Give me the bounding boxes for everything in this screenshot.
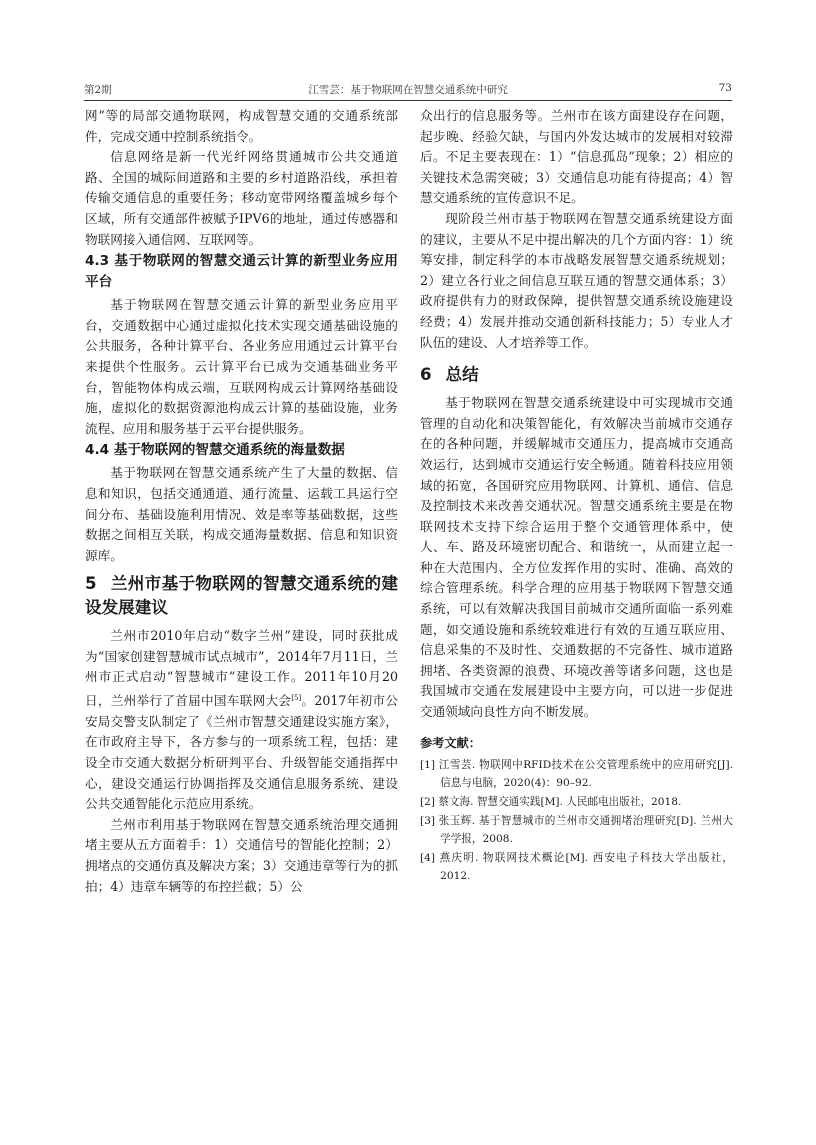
section-heading-4-4: 4.4 基于物联网的智慧交通系统的海量数据	[85, 442, 345, 459]
citation-marker: [5]	[291, 694, 302, 703]
left-column	[85, 106, 398, 897]
reference-item: [2] 蔡文海. 智慧交通实践[M]. 人民邮电出版社，2018.	[420, 796, 682, 809]
section-heading-6	[420, 363, 733, 387]
paragraph: 信息网络是新一代光纤网络贯通城市公共交通道路、全国的城际间道路和主要的乡村道路沿线，承担着传输交通信息的重要任务；移动宽带网络覆盖城乡每个区域，所有交通部件被赋予IPV6的地址，通过传感器和物联网接入通信网、互联网等。	[85, 149, 398, 247]
paragraph-text: 。2017年初市公安局交警支队制定了《兰州市智慧交通建设实施方案》，在市政府主导下，各方参与的一项系统工程，包括：建设全市交通大数据分析研判平台、升级智能交通指挥中心，建设交通运行协调指挥及交通信息服务系统、建设公共交通智能化示范应用系统。	[85, 693, 398, 812]
paragraph: 基于物联网在智慧交通系统产生了大量的数据、信息和知识，包括交通通道、通行流量、运载工具运行空间分布、基础设施利用情况、效是率等基础数据，这些数据之间相互关联，构成交通海量数据、信息和知识资源库。	[85, 465, 398, 563]
running-header	[84, 82, 732, 100]
paragraph-text: 兰州市2010年启动“数字兰州”建设，同时获批成为“国家创建智慧城市试点城市”，2014年7月11日，兰州市正式启动“智慧城市”建设工作。2011年10月20日，兰州举行了首届中国车联网大会	[85, 628, 398, 709]
paragraph: 兰州市利用基于物联网在智慧交通系统治理交通拥堵主要从五方面着手：1）交通信号的智能化控制；2）拥堵点的交通仿真及解决方案；3）交通违章等行为的抓拍；4）违章车辆等的布控拦截；5）公	[85, 816, 398, 894]
reference-item: [3] 张玉辉. 基于智慧城市的兰州市交通拥堵治理研究[D]. 兰州大学学报，2008.	[420, 815, 733, 845]
references-title: 参考文献：	[420, 735, 481, 750]
section-title: 总结	[445, 365, 479, 385]
paragraph: 众出行的信息服务等。兰州市在该方面建设存在问题，起步晚、经验欠缺，与国内外发达城市的发展相对较滞后。不足主要表现在：1）“信息孤岛”现象；2）相应的关键技术急需突破；3）交通信息功能有待提高；4）智慧交通系统的宣传意识不足。	[420, 108, 733, 206]
section-number: 6	[420, 365, 432, 385]
right-column	[420, 106, 733, 887]
header-rule	[84, 100, 732, 101]
paragraph: 基于物联网在智慧交通系统建设中可实现城市交通管理的自动化和决策智能化，有效解决当前城市交通存在的各种问题，并缓解城市交通压力，提高城市交通高效运行，达到城市交通运行安全畅通。随着科技应用领域的拓宽，各国研究应用物联网、计算机、通信、信息及控制技术来改善交通状况。智慧交通系统主要是在物联网技术支持下综合运用于整个交通管理体系中，使人、车、路及环境密切配合、和谐统一，从而建立起一种在大范围内、全方位发挥作用的实时、准确、高效的综合管理系统。科学合理的应用基于物联网下智慧交通系统，可以有效解决我国目前城市交通所面临一系列难题，如交通设施和系统较难进行有效的互通互联应用、信息采集的不及时性、交通数据的不完备性、城市道路拥堵、各类资源的浪费、环境改善等诸多问题，这也是我国城市交通在发展建设中主要方向，可以进一步促进交通领域向良性方向不断发展。	[420, 395, 733, 720]
paragraph: 网”等的局部交通物联网，构成智慧交通的交通系统部件，完成交通中控制系统指令。	[85, 108, 398, 144]
paragraph: 基于物联网在智慧交通云计算的新型业务应用平台，交通数据中心通过虚拟化技术实现交通基础设施的公共服务，各种计算平台、各业务应用通过云计算平台来提供个性服务。云计算平台已成为交通基础业务平台，智能物体构成云端，互联网构成云计算网络基础设施，虚拟化的数据资源池构成云计算的基础设施，业务流程、应用和服务基于云平台提供服务。	[85, 297, 398, 436]
section-heading-4-3: 4.3 基于物联网的智慧交通云计算的新型业务应用平台	[85, 253, 398, 291]
section-number: 5	[85, 574, 97, 594]
issue-number: 第2期	[84, 84, 112, 96]
reference-item: [4] 燕庆明. 物联网技术概论[M]. 西安电子科技大学出版社，2012.	[420, 852, 733, 882]
page-number: 73	[718, 82, 732, 94]
paragraph: 现阶段兰州市基于物联网在智慧交通系统建设方面的建议，主要从不足中提出解决的几个方面内容：1）统筹安排，制定科学的本市战略发展智慧交通系统规划；2）建立各行业之间信息互联互通的智慧交通体系；3）政府提供有力的财政保障，提供智慧交通系统设施建设经费；4）发展并推动交通创新科技能力；5）专业人才队伍的建设、人才培养等工作。	[420, 210, 733, 350]
section-heading-5	[85, 572, 398, 620]
paragraph	[85, 626, 398, 815]
running-title: 江雪芸：基于物联网在智慧交通系统中研究	[308, 84, 508, 96]
reference-item: [1] 江雪芸. 物联网中RFID技术在公交管理系统中的应用研究[J]. 信息与电脑，2020(4)：90–92.	[420, 759, 733, 789]
section-title: 兰州市基于物联网的智慧交通系统的建设发展建议	[85, 574, 398, 618]
